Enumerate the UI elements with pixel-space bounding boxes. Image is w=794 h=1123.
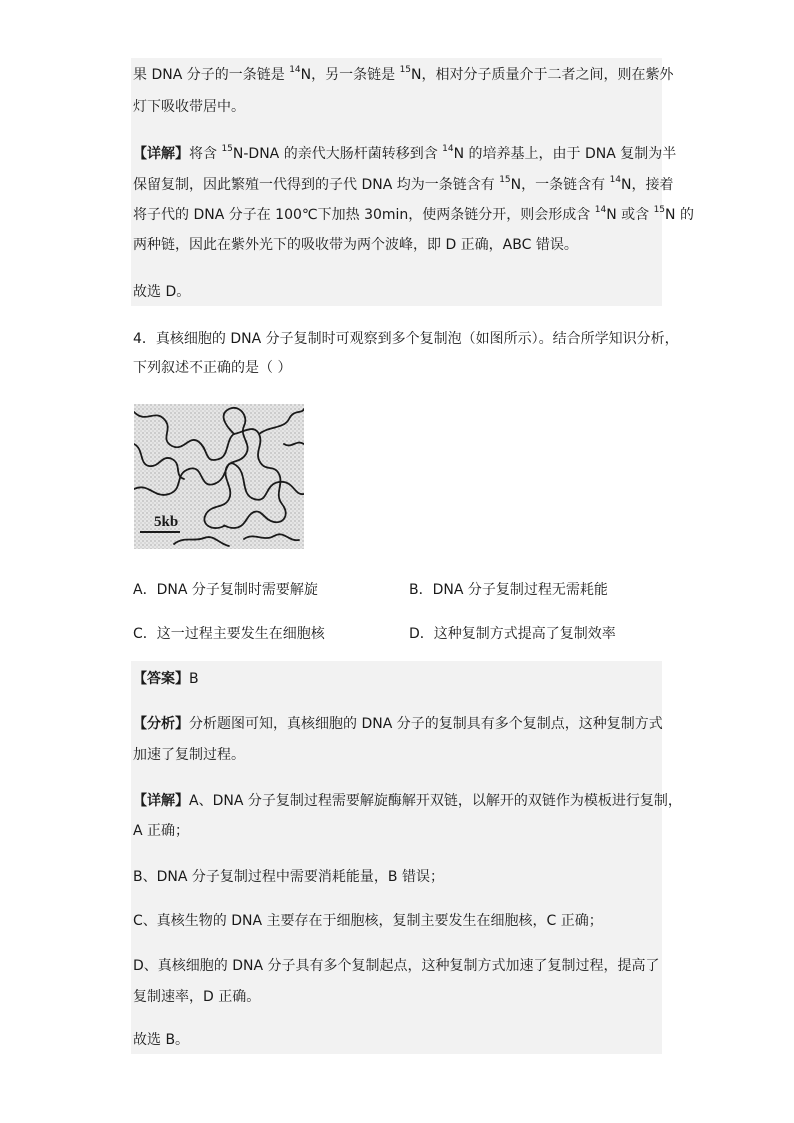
answer-value: B bbox=[189, 671, 199, 687]
replication-bubble-figure bbox=[134, 404, 304, 549]
detail-line: 【详解】A、DNA 分子复制过程需要解旋酶解开双链，以解开的双链作为模板进行复制， bbox=[133, 793, 682, 809]
detail-line: C、真核生物的 DNA 主要存在于细胞核，复制主要发生在细胞核，C 正确； bbox=[133, 913, 603, 929]
scale-bar-label: 5kb bbox=[154, 514, 179, 530]
detail-line: D、真核细胞的 DNA 分子具有多个复制起点，这种复制方式加速了复制过程，提高了 bbox=[133, 958, 660, 974]
option-c: C．这一过程主要发生在细胞核 bbox=[133, 626, 325, 642]
text-line: 灯下吸收带居中。 bbox=[133, 99, 245, 115]
option-d: D．这种复制方式提高了复制效率 bbox=[409, 626, 616, 642]
answer-line bbox=[133, 670, 199, 688]
text-line: 果 DNA 分子的一条链是 $^{14}$N，另一条链是 $^{15}$N，相对分子质量介于二者之间，则在紫外 bbox=[133, 65, 674, 83]
micrograph-image bbox=[134, 404, 304, 549]
analysis-tag: 【分析】 bbox=[133, 716, 189, 732]
detail-line: 将子代的 DNA 分子在 100℃下加热 30min，使两条链分开，则会形成含 $^{14}$N 或含 $^{15}$N 的 bbox=[133, 205, 694, 223]
option-b: B．DNA 分子复制过程无需耗能 bbox=[409, 582, 608, 598]
detail-line: 两种链，因此在紫外光下的吸收带为两个波峰，即 D 正确，ABC 错误。 bbox=[133, 237, 578, 253]
answer-tag: 【答案】 bbox=[133, 671, 189, 687]
conclusion-line: 故选 B。 bbox=[133, 1032, 190, 1048]
question-stem: 4．真核细胞的 DNA 分子复制时可观察到多个复制泡（如图所示）。结合所学知识分析， bbox=[133, 331, 679, 347]
conclusion-line: 故选 D。 bbox=[133, 284, 191, 300]
analysis-line: 加速了复制过程。 bbox=[133, 747, 245, 763]
detail-line: 保留复制，因此繁殖一代得到的子代 DNA 均为一条链含有 $^{15}$N，一条链含有 $^{14}$N，接着 bbox=[133, 175, 674, 193]
detail-line: 【详解】将含 $^{15}$N-DNA 的亲代大肠杆菌转移到含 $^{14}$N 的培养基上，由于 DNA 复制为半 bbox=[133, 144, 677, 162]
detail-line: 复制速率，D 正确。 bbox=[133, 989, 261, 1005]
detail-line: A 正确； bbox=[133, 823, 190, 839]
detail-tag: 【详解】 bbox=[133, 146, 189, 162]
detail-line: B、DNA 分子复制过程中需要消耗能量，B 错误； bbox=[133, 869, 444, 885]
detail-tag: 【详解】 bbox=[133, 793, 189, 809]
option-a: A．DNA 分子复制时需要解旋 bbox=[133, 582, 318, 598]
analysis-line: 【分析】分析题图可知，真核细胞的 DNA 分子的复制具有多个复制点，这种复制方式 bbox=[133, 716, 663, 732]
question-stem: 下列叙述不正确的是（ ） bbox=[133, 360, 292, 376]
